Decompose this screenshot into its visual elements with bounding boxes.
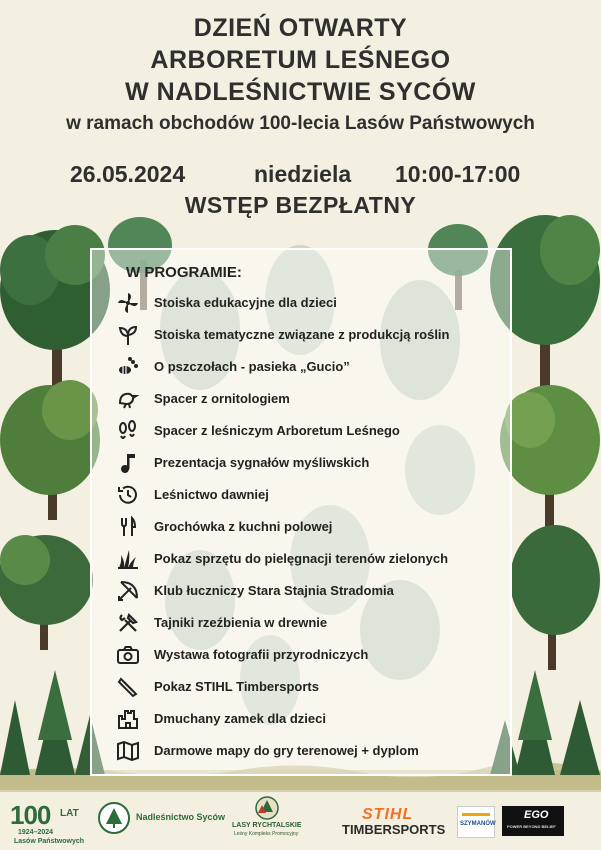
program-item — [116, 386, 506, 414]
program-item — [116, 482, 506, 510]
program-item-label: Klub łuczniczy Stara Stajnia Stradomia — [154, 583, 394, 598]
program-item — [116, 514, 506, 542]
ego-logo: EGO POWER BEYOND BELIEF — [502, 806, 564, 836]
szymanow-logo: SZYMANÓW — [457, 806, 495, 838]
subtitle: w ramach obchodów 100-lecia Lasów Państwowych — [66, 113, 535, 134]
bee-icon — [116, 355, 140, 379]
history-icon — [116, 483, 140, 507]
event-day: niedziela — [254, 161, 352, 187]
footer-logos — [0, 792, 601, 850]
tools-icon — [116, 611, 140, 635]
lasy-rychtalskie-logo: LASY RYCHTALSKIE Leśny Kompleks Promocyjny — [228, 796, 308, 848]
program-item-label: Leśnictwo dawniej — [154, 487, 269, 502]
nadlesnictwo-label: Nadleśnictwo Syców — [136, 812, 226, 822]
program-item — [116, 706, 506, 734]
bird-icon — [116, 387, 140, 411]
footprints-icon — [116, 419, 140, 443]
lp100-logo: 100 LAT 1924–2024 Lasów Państwowych — [10, 800, 85, 845]
program-item-label: Prezentacja sygnałów myśliwskich — [154, 455, 370, 470]
program-item — [116, 290, 506, 318]
program-item-label: Tajniki rzeźbienia w drewnie — [154, 615, 328, 630]
castle-icon — [116, 707, 140, 731]
program-item — [116, 642, 506, 670]
program-item — [116, 738, 506, 766]
bow-arrow-icon — [116, 579, 140, 603]
program-item-label: O pszczołach - pasieka „Gucio” — [154, 359, 350, 374]
program-item-label: Spacer z ornitologiem — [154, 391, 290, 406]
stihl-timbersports-logo: STIHL TIMBERSPORTS — [342, 806, 446, 837]
program-item-label: Grochówka z kuchni polowej — [154, 519, 333, 534]
program-item — [116, 450, 506, 478]
program-item — [116, 610, 506, 638]
program-item — [116, 578, 506, 606]
program-item-label: Stoiska tematyczne związane z produkcją roślin — [154, 327, 450, 342]
sprout-icon — [116, 323, 140, 347]
title-line-3: W NADLEŚNICTWIE SYCÓW — [125, 78, 476, 106]
program-item-label: Darmowe mapy do gry terenowej + dyplom — [154, 743, 419, 758]
program-item-label: Pokaz STIHL Timbersports — [154, 679, 319, 694]
program-item — [116, 354, 506, 382]
title-line-1: DZIEŃ OTWARTY — [193, 14, 408, 42]
program-item — [116, 322, 506, 350]
program-item-label: Spacer z leśniczym Arboretum Leśnego — [154, 423, 400, 438]
program-item-label: Wystawa fotografii przyrodniczych — [154, 647, 369, 662]
program-item-label: Dmuchany zamek dla dzieci — [154, 711, 326, 726]
music-note-icon — [116, 451, 140, 475]
program-item-label: Stoiska edukacyjne dla dzieci — [154, 295, 337, 310]
camera-icon — [116, 643, 140, 667]
program-heading: W PROGRAMIE: — [126, 264, 242, 281]
chainsaw-icon — [116, 675, 140, 699]
event-date: 26.05.2024 — [70, 161, 186, 187]
cutlery-icon — [116, 515, 140, 539]
entry-free: WSTĘP BEZPŁATNY — [184, 192, 417, 218]
program-item-label: Pokaz sprzętu do pielęgnacji terenów zielonych — [154, 551, 449, 566]
event-time: 10:00-17:00 — [395, 161, 521, 187]
program-panel — [90, 248, 512, 776]
pinwheel-icon — [116, 291, 140, 315]
grass-icon — [116, 547, 140, 571]
program-item — [116, 546, 506, 574]
program-item — [116, 674, 506, 702]
tree-emblem-icon — [252, 796, 282, 820]
map-icon — [116, 739, 140, 763]
lp-emblem-icon — [98, 802, 130, 834]
title-line-2: ARBORETUM LEŚNEGO — [150, 46, 451, 74]
program-item — [116, 418, 506, 446]
